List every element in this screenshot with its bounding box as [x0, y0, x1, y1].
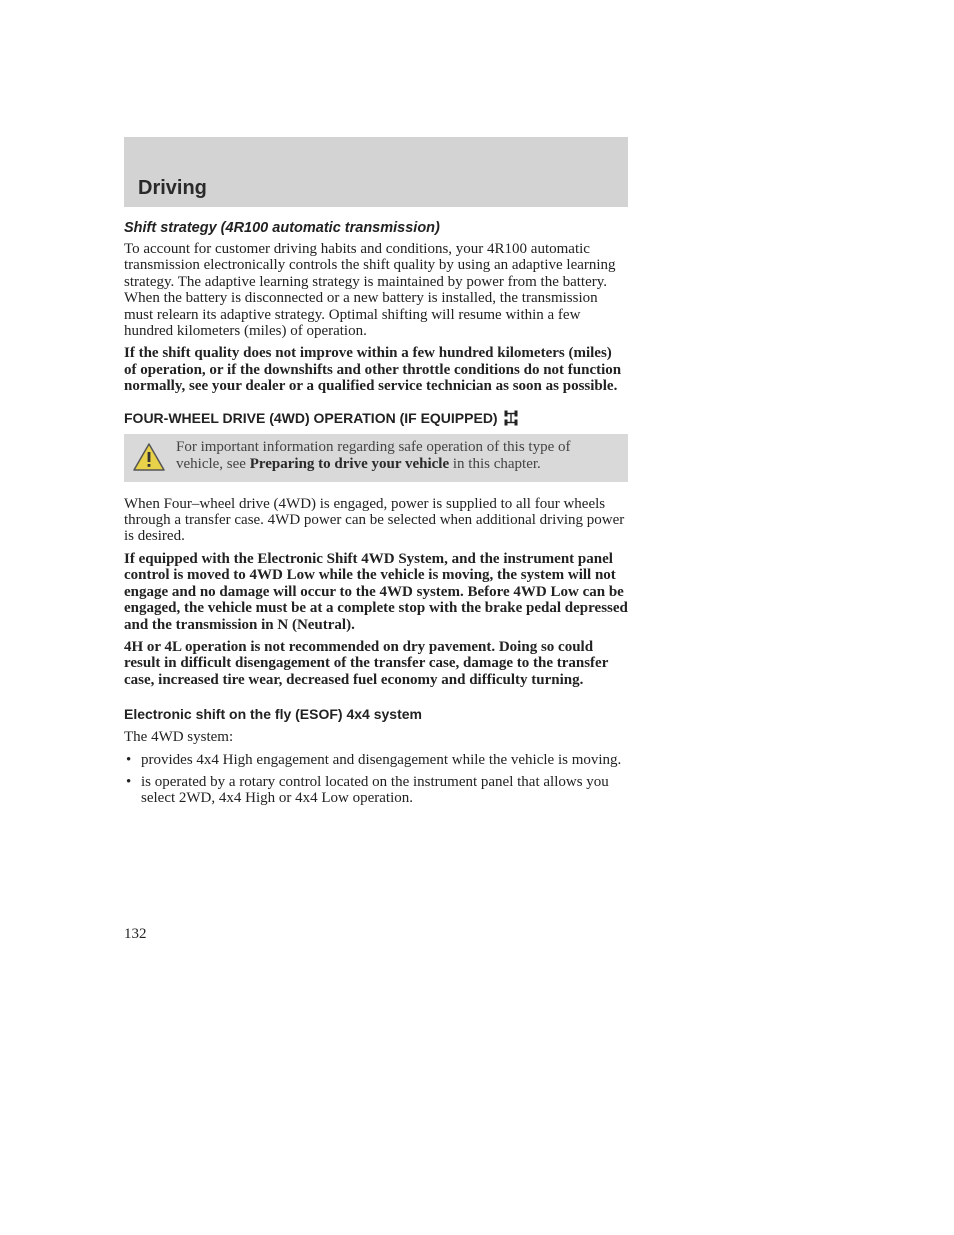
electronic-shift-warning-paragraph: If equipped with the Electronic Shift 4WD System, and the instrument panel control is moved to 4WD Low while the vehicle is moving, the system will not engage and no damage will occur to the 4WD system. Before 4WD Low can be engaged, the vehicle must be at a complete stop with the brake pedal depressed and the transmission in N (Neutral).	[124, 550, 628, 633]
esof-intro: The 4WD system:	[124, 729, 234, 746]
warning-chapter-reference: Preparing to drive your vehicle	[249, 455, 450, 472]
bullet-glyph: •	[126, 773, 132, 790]
shift-quality-warning-paragraph: If the shift quality does not improve within a few hundred kilometers (miles) of operation, or if the downshifts and other throttle conditions do not function normally, see your dealer or a qualified service technician as soon as possible.	[124, 345, 622, 395]
warning-triangle-icon	[132, 442, 166, 472]
list-item-text: is operated by a rotary control located on the instrument panel that allows you select 2WD, 4x4 High or 4x4 Low operation.	[141, 773, 609, 807]
dry-pavement-warning-paragraph: 4H or 4L operation is not recommended on dry pavement. Doing so could result in difficult disengagement of the transfer case, damage to the transfer case, increased tire wear, decreased fuel economy and difficulty turning.	[124, 638, 609, 688]
safety-warning-box	[124, 434, 628, 482]
fourwd-heading-text: FOUR-WHEEL DRIVE (4WD) OPERATION (IF EQUIPPED)	[124, 409, 498, 426]
safety-warning-text	[176, 437, 620, 472]
list-item	[124, 752, 628, 768]
section-header-band	[124, 137, 628, 207]
fourwd-heading	[124, 409, 628, 427]
warning-text-before: For important information regarding safe operation of this type of vehicle, see	[176, 439, 571, 472]
page-number: 132	[124, 926, 147, 942]
fourwd-intro-paragraph: When Four–wheel drive (4WD) is engaged, power is supplied to all four wheels through a transfer case. 4WD power can be selected when additional driving power is desired.	[124, 495, 625, 545]
esof-heading: Electronic shift on the fly (ESOF) 4x4 system	[124, 706, 422, 723]
list-item-text: provides 4x4 High engagement and disengagement while the vehicle is moving.	[141, 751, 622, 768]
4wd-icon	[502, 409, 520, 427]
esof-bullet-list	[124, 752, 628, 807]
section-title: Driving	[138, 177, 207, 199]
list-item	[124, 774, 628, 807]
page-content	[124, 220, 628, 813]
warning-text-after: in this chapter.	[449, 455, 541, 472]
bullet-glyph: •	[126, 751, 132, 768]
shift-strategy-paragraph: To account for customer driving habits and conditions, your 4R100 automatic transmission electronically controls the shift quality by using an adaptive learning strategy. The adaptive learning strategy is maintained by power from the battery. When the battery is disconnected or a new battery is installed, the transmission must relearn its adaptive strategy. Optimal shifting will resume within a few hundred kilometers (miles) of operation.	[124, 241, 616, 340]
shift-strategy-heading: Shift strategy (4R100 automatic transmission)	[124, 220, 440, 236]
